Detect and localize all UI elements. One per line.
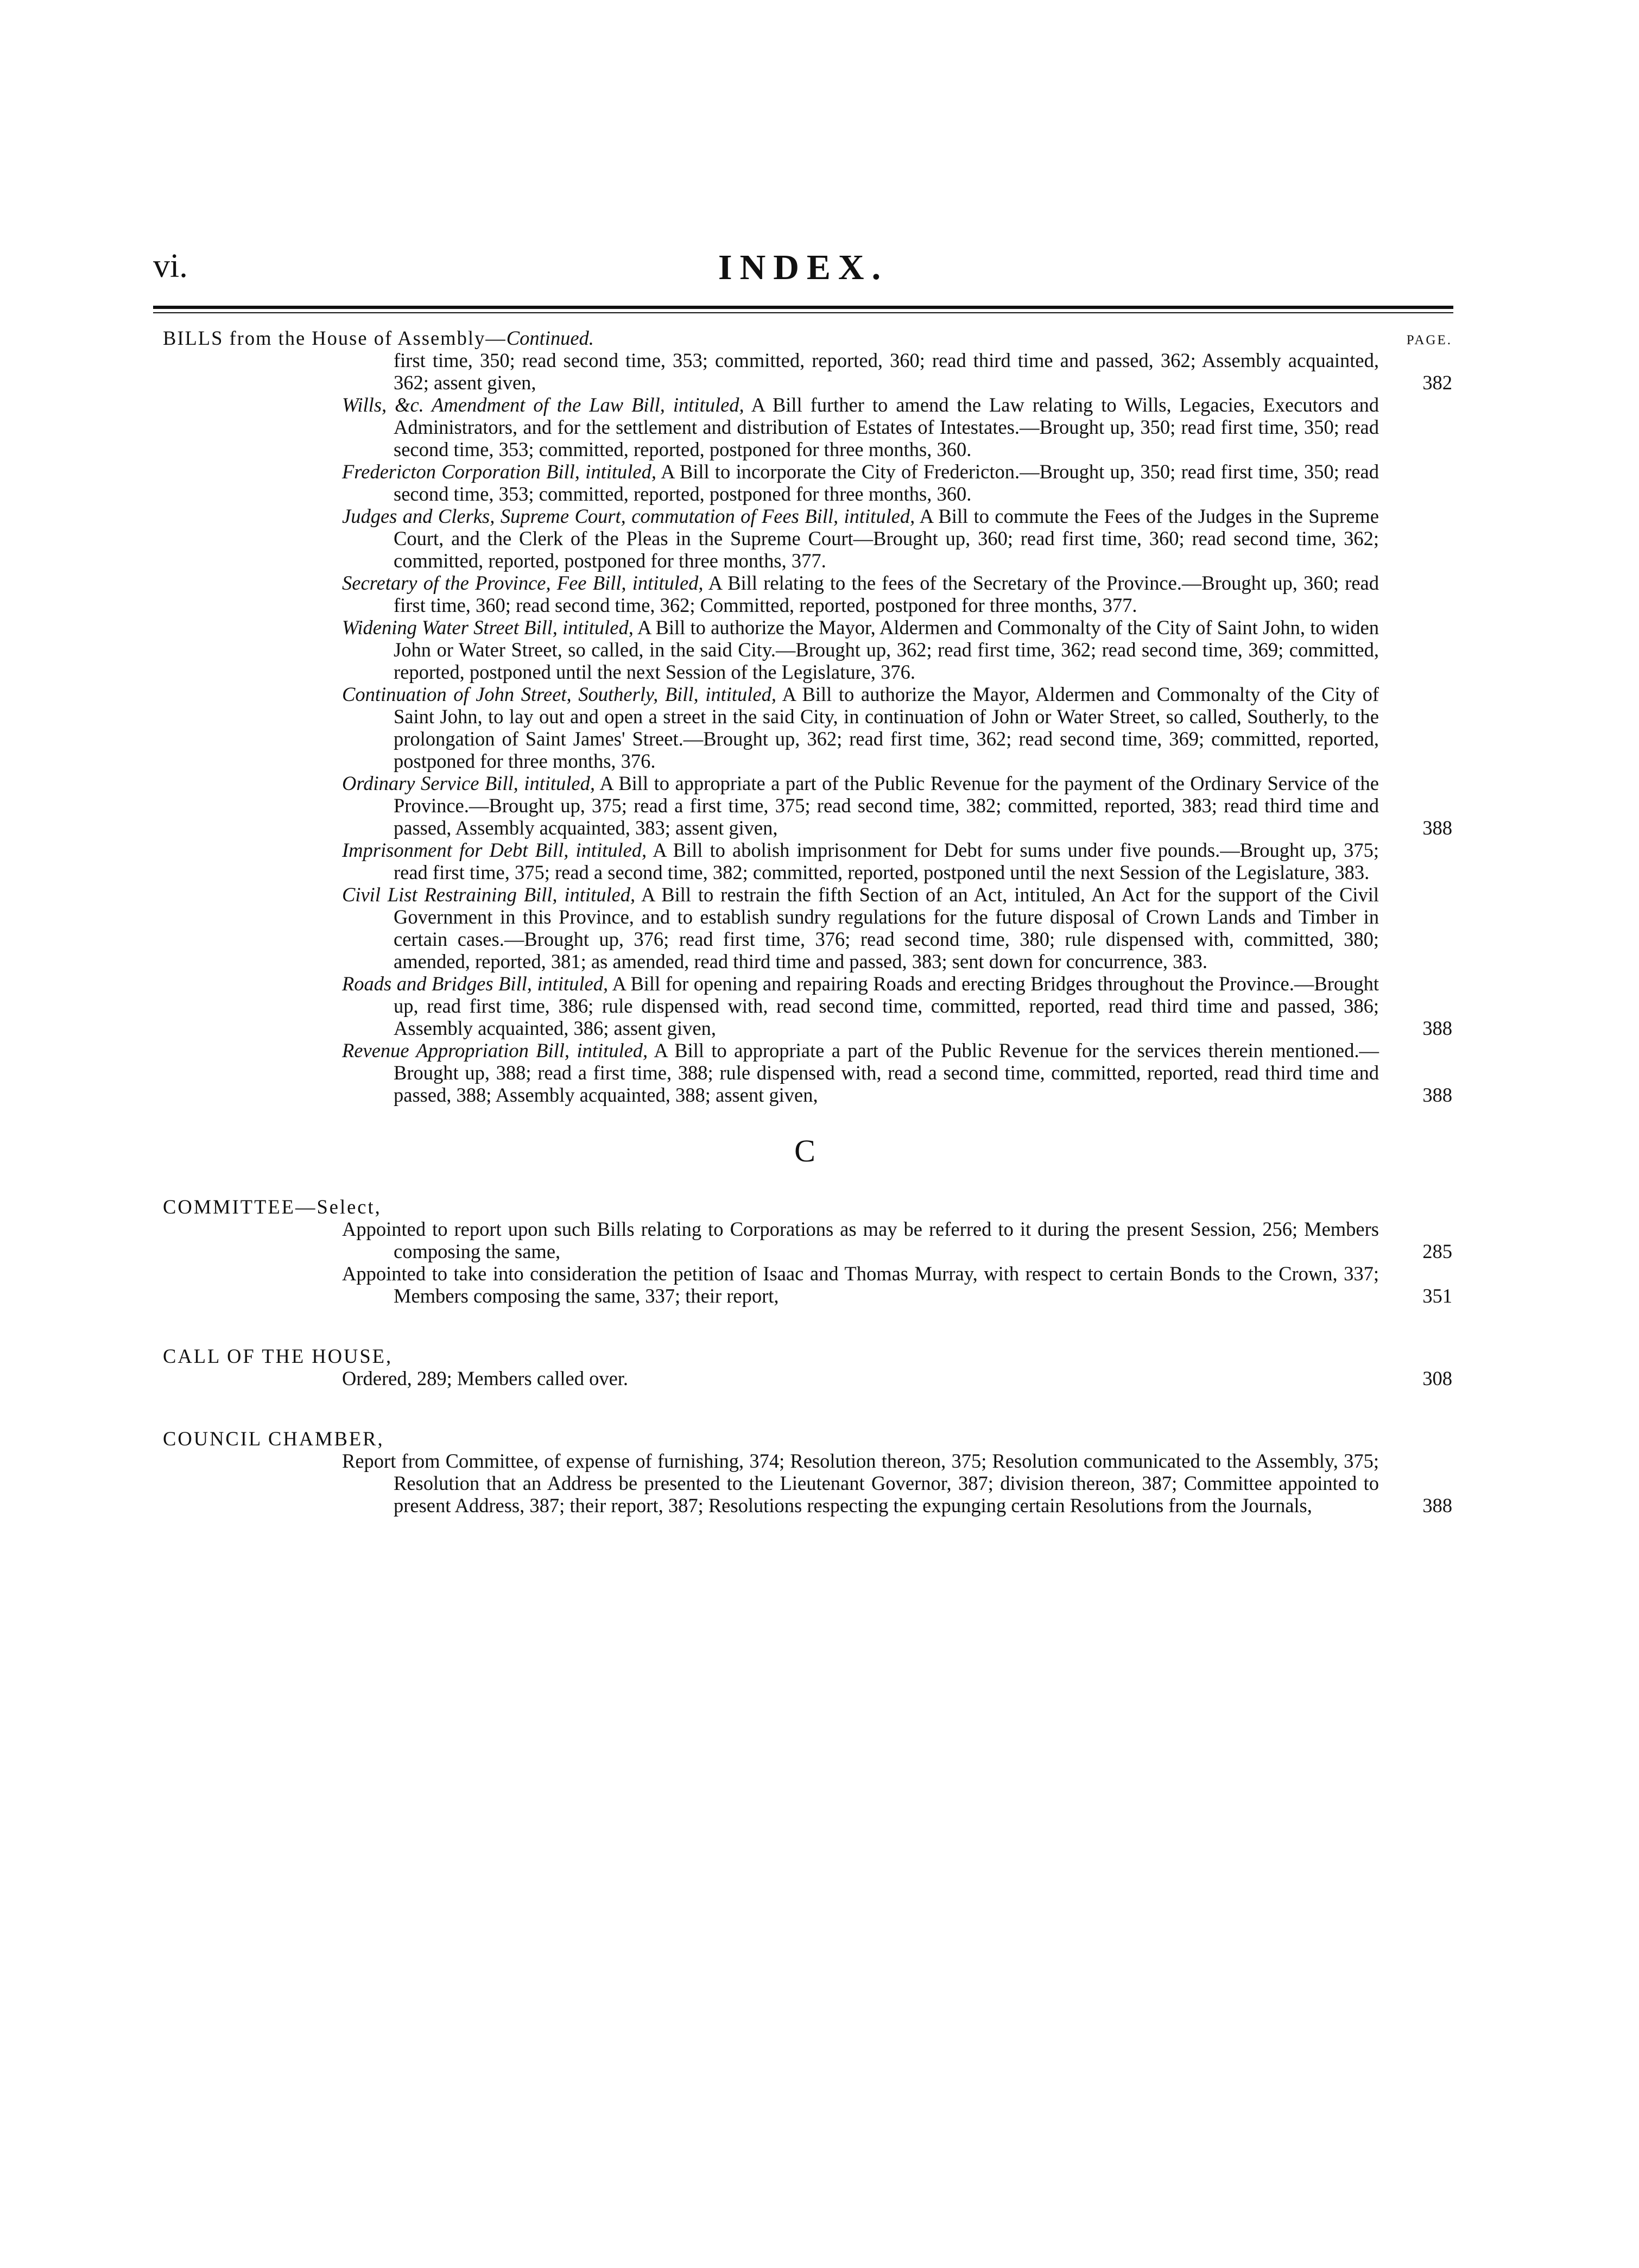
page-column-label: PAGE. [1406, 333, 1452, 348]
page-header [153, 247, 1453, 296]
header-rule-thick [153, 306, 1453, 309]
continuation-label-italic: Continued. [506, 327, 594, 349]
bill-title: Secretary of the Province, Fee Bill, intituled, [342, 572, 704, 594]
bill-entry [342, 972, 1452, 1039]
bill-text: A Bill to appropriate a part of the Public Revenue for the services therein mentioned.—Brought up, 388; read a first time, 388; rule dispensed with, read a second time, committed, reported, read third time and passed, 388; Assembly acquainted, 388; assent given, [394, 1039, 1379, 1106]
bill-entry [342, 1039, 1452, 1106]
entry-text: Ordered, 289; Members called over. [342, 1367, 629, 1389]
bill-entry [342, 683, 1452, 772]
section-entry [342, 1450, 1452, 1517]
index-section [163, 1345, 1452, 1389]
continuation-label: BILLS from the House of Assembly— [163, 327, 507, 349]
bill-text: A Bill to appropriate a part of the Public Revenue for the payment of the Ordinary Service of the Province.—Brought up, 375; read a first time, 375; read second time, 382; committed, reported, 383; read third time and passed, Assembly acquainted, 383; assent given, [394, 772, 1379, 839]
bill-text: A Bill for opening and repairing Roads and erecting Bridges throughout the Province.—Brought up, read first time, 386; rule dispensed with, read second time, committed, reported, read third time and passed, 386; Assembly acquainted, 386; assent given, [394, 972, 1379, 1039]
section-entry [342, 1218, 1452, 1262]
bill-text: A Bill relating to the fees of the Secretary of the Province.—Brought up, 360; read first time, 360; read second time, 362; Committed, reported, postponed for three months, 377. [394, 572, 1379, 616]
bill-text: A Bill to commute the Fees of the Judges in the Supreme Court, and the Clerk of the Pleas in the Supreme Court—Brought up, 360; read first time, 360; read second time, 362; committed, reported, postponed for three months, 377. [394, 505, 1379, 572]
bill-title: Continuation of John Street, Southerly, Bill, intituled, [342, 683, 777, 705]
bill-text: first time, 350; read second time, 353; committed, reported, 360; read third time and passed, 362; Assembly acquainted, 362; assent given, [394, 349, 1379, 394]
index-content [163, 327, 1452, 1517]
bill-title: Imprisonment for Debt Bill, intituled, [342, 839, 647, 861]
bill-title: Civil List Restraining Bill, intituled, [342, 883, 636, 906]
section-letter: C [794, 1133, 821, 1168]
bill-text: A Bill to authorize the Mayor, Aldermen and Commonalty of the City of Saint John, to widen John or Water Street, so called, in the said City.—Brought up, 362; read first time, 362; read second time, 369; committed, reported, postponed until the next Session of the Legislature, 376. [394, 616, 1379, 683]
bill-entry [342, 460, 1452, 505]
entry-text: Report from Committee, of expense of furnishing, 374; Resolution thereon, 375; Resolution communicated to the Assembly, 375; Resolution that an Address be presented to the Lieutenant Governor, 387; division thereon, 387; Committee appointed to present Address, 387; their report, 387; Resolutions respecting the expunging certain Resolutions from the Journals, [342, 1450, 1379, 1517]
section-heading: COUNCIL CHAMBER, [163, 1427, 384, 1450]
bill-entry [342, 394, 1452, 460]
bill-title: Wills, &c. Amendment of the Law Bill, intituled, [342, 394, 744, 416]
entry-page: 285 [1422, 1240, 1452, 1262]
section-heading: COMMITTEE—Select, [163, 1196, 382, 1218]
bill-text: A Bill to restrain the fifth Section of an Act, intituled, An Act for the support of the Civil Government in this Province, and to establish sundry regulations for the future disposal of Crown Lands and Timber in certain cases.—Brought up, 376; read first time, 376; read second time, 380; rule dispensed with, committed, 380; amended, reported, 381; as amended, read third time and passed, 383; sent down for concurrence, 383. [394, 883, 1379, 972]
bill-text: A Bill further to amend the Law relating to Wills, Legacies, Executors and Administrators, and for the settlement and distribution of Estates of Intestates.—Brought up, 350; read first time, 350; read second time, 353; committed, reported, postponed for three months, 360. [394, 394, 1379, 460]
bill-title: Roads and Bridges Bill, intituled, [342, 972, 609, 995]
bill-entry [342, 839, 1452, 883]
index-section [163, 1196, 1452, 1307]
bill-entry [394, 349, 1452, 394]
entry-page: 351 [1422, 1285, 1452, 1307]
bill-entry [342, 883, 1452, 972]
entry-page: 388 [1422, 1017, 1452, 1039]
entry-page: 388 [1422, 1494, 1452, 1517]
bill-entry [342, 505, 1452, 572]
section-entry [342, 1367, 1452, 1389]
bill-title: Widening Water Street Bill, intituled, [342, 616, 634, 639]
bill-title: Fredericton Corporation Bill, intituled, [342, 460, 656, 483]
header-rule-thin [153, 312, 1453, 313]
bill-title: Revenue Appropriation Bill, intituled, [342, 1039, 648, 1062]
bill-entry [342, 772, 1452, 839]
section-entry [342, 1262, 1452, 1307]
entry-page: 388 [1422, 1084, 1452, 1106]
entry-page: 308 [1422, 1367, 1452, 1389]
entry-page: 382 [1422, 371, 1452, 394]
page-number: vi. [153, 248, 188, 285]
page-title: INDEX. [718, 248, 889, 287]
index-section [163, 1427, 1452, 1517]
bill-text: A Bill to authorize the Mayor, Aldermen and Commonalty of the City of Saint John, to lay out and open a street in the said City, in continuation of John or Water Street, so called, Southerly, to the prolongation of Saint James' Street.—Brought up, 362; read first time, 362; read second time, 369; committed, reported, postponed for three months, 376. [394, 683, 1379, 772]
bill-title: Ordinary Service Bill, intituled, [342, 772, 595, 794]
bill-title: Judges and Clerks, Supreme Court, commutation of Fees Bill, intituled, [342, 505, 915, 527]
entry-page: 388 [1422, 817, 1452, 839]
section-heading: CALL OF THE HOUSE, [163, 1345, 393, 1367]
continuation-heading [163, 327, 1452, 349]
bill-entry [342, 572, 1452, 616]
bill-text: A Bill to abolish imprisonment for Debt for sums under five pounds.—Brought up, 375; read first time, 375; read a second time, 382; committed, reported, postponed until the next Session of the Legislature, 383. [394, 839, 1379, 883]
entry-text: Appointed to take into consideration the petition of Isaac and Thomas Murray, with respect to certain Bonds to the Crown, 337; Members composing the same, 337; their report, [342, 1262, 1379, 1307]
bill-text: A Bill to incorporate the City of Fredericton.—Brought up, 350; read first time, 350; read second time, 353; committed, reported, postponed for three months, 360. [394, 460, 1379, 505]
bill-entry [342, 616, 1452, 683]
entry-text: Appointed to report upon such Bills relating to Corporations as may be referred to it during the present Session, 256; Members composing the same, [342, 1218, 1379, 1262]
